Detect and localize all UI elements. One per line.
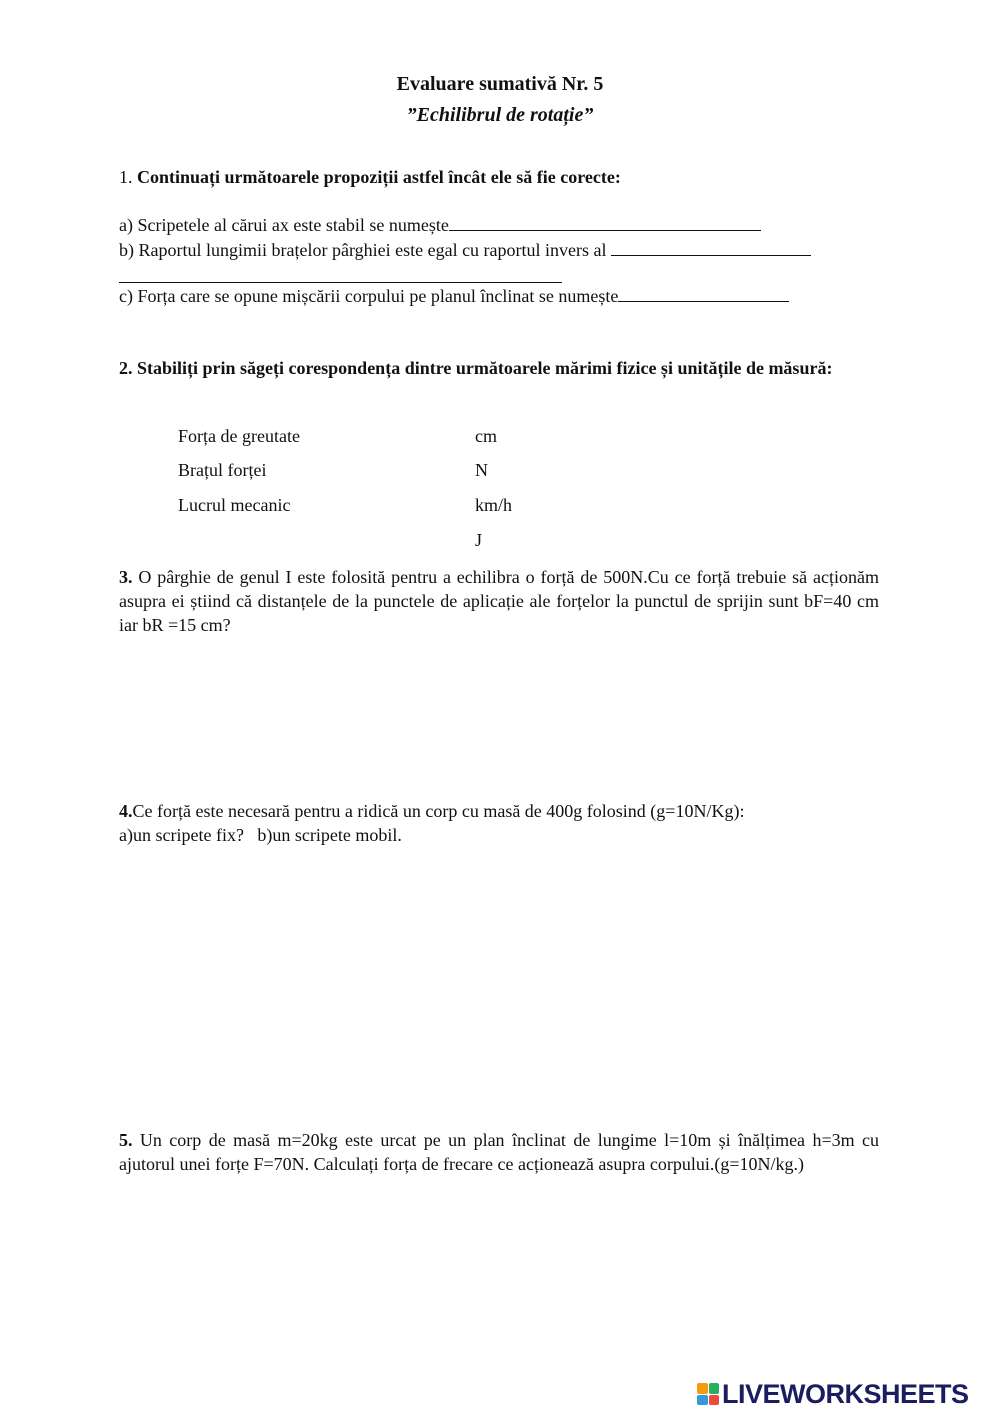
q2-quantity[interactable]: Forța de greutate [178, 426, 300, 446]
q2-unit[interactable]: N [475, 460, 488, 480]
q4-line1 [119, 801, 744, 822]
q4-text: Ce forță este necesară pentru a ridică un corp cu masă de 400g folosind (g=10N/Kg): [132, 801, 745, 821]
q1-b-blank-continued[interactable] [119, 268, 562, 283]
q3-text: O pârghie de genul I este folosită pentru a echilibra o forță de 500N.Cu ce forță trebuie să acționăm asupra ei știind că distanțele de la punctele de aplicație ale forțelor la punctul de sprijin sunt bF=40 cm iar bR =15 cm? [119, 567, 879, 635]
q5-block [119, 1128, 879, 1176]
q2-quantity[interactable]: Brațul forței [178, 460, 267, 480]
q1-item-c [119, 286, 789, 307]
q2-unit[interactable]: cm [475, 426, 497, 446]
q2-quantity[interactable]: Lucrul mecanic [178, 495, 291, 515]
logo-mark-icon [697, 1383, 719, 1405]
q1-prompt: Continuați următoarele propoziții astfel încât ele să fie corecte: [137, 167, 621, 187]
logo-text: LIVEWORKSHEETS [722, 1378, 969, 1409]
q2-prompt: 2. Stabiliți prin săgeți corespondența dintre următoarele mărimi fizice și unitățile de măsură: [119, 358, 833, 378]
q1-heading [119, 167, 621, 188]
q4-line2: a)un scripete fix? b)un scripete mobil. [119, 825, 402, 845]
q1-a-blank[interactable] [449, 216, 761, 231]
q5-number: 5. [119, 1130, 133, 1150]
liveworksheets-logo [697, 1378, 969, 1410]
q5-text: Un corp de masă m=20kg este urcat pe un plan înclinat de lungime l=10m și înălțimea h=3m cu ajutorul unei forțe F=70N. Calculați forța de frecare ce acționează asupra corpului.(g=10N/kg.) [119, 1130, 879, 1174]
page-subtitle: ”Echilibrul de rotație” [406, 104, 594, 126]
q3-block [119, 565, 879, 637]
q2-unit[interactable]: km/h [475, 495, 513, 515]
q1-number: 1. [119, 167, 133, 187]
q1-c-blank[interactable] [618, 287, 789, 302]
page-title: Evaluare sumativă Nr. 5 [396, 73, 604, 95]
q1-b-text: b) Raportul lungimii brațelor pârghiei este egal cu raportul invers al [119, 240, 607, 260]
q2-unit[interactable]: J [475, 530, 483, 550]
q1-b-blank[interactable] [611, 241, 811, 256]
q1-item-b [119, 240, 811, 261]
q1-c-text: c) Forța care se opune mișcării corpului pe planul înclinat se numește [119, 286, 619, 306]
q1-item-a [119, 215, 761, 236]
q4-number: 4. [119, 801, 133, 821]
q3-number: 3. [119, 567, 133, 587]
q1-a-text: a) Scripetele al cărui ax este stabil se numește [119, 215, 449, 235]
